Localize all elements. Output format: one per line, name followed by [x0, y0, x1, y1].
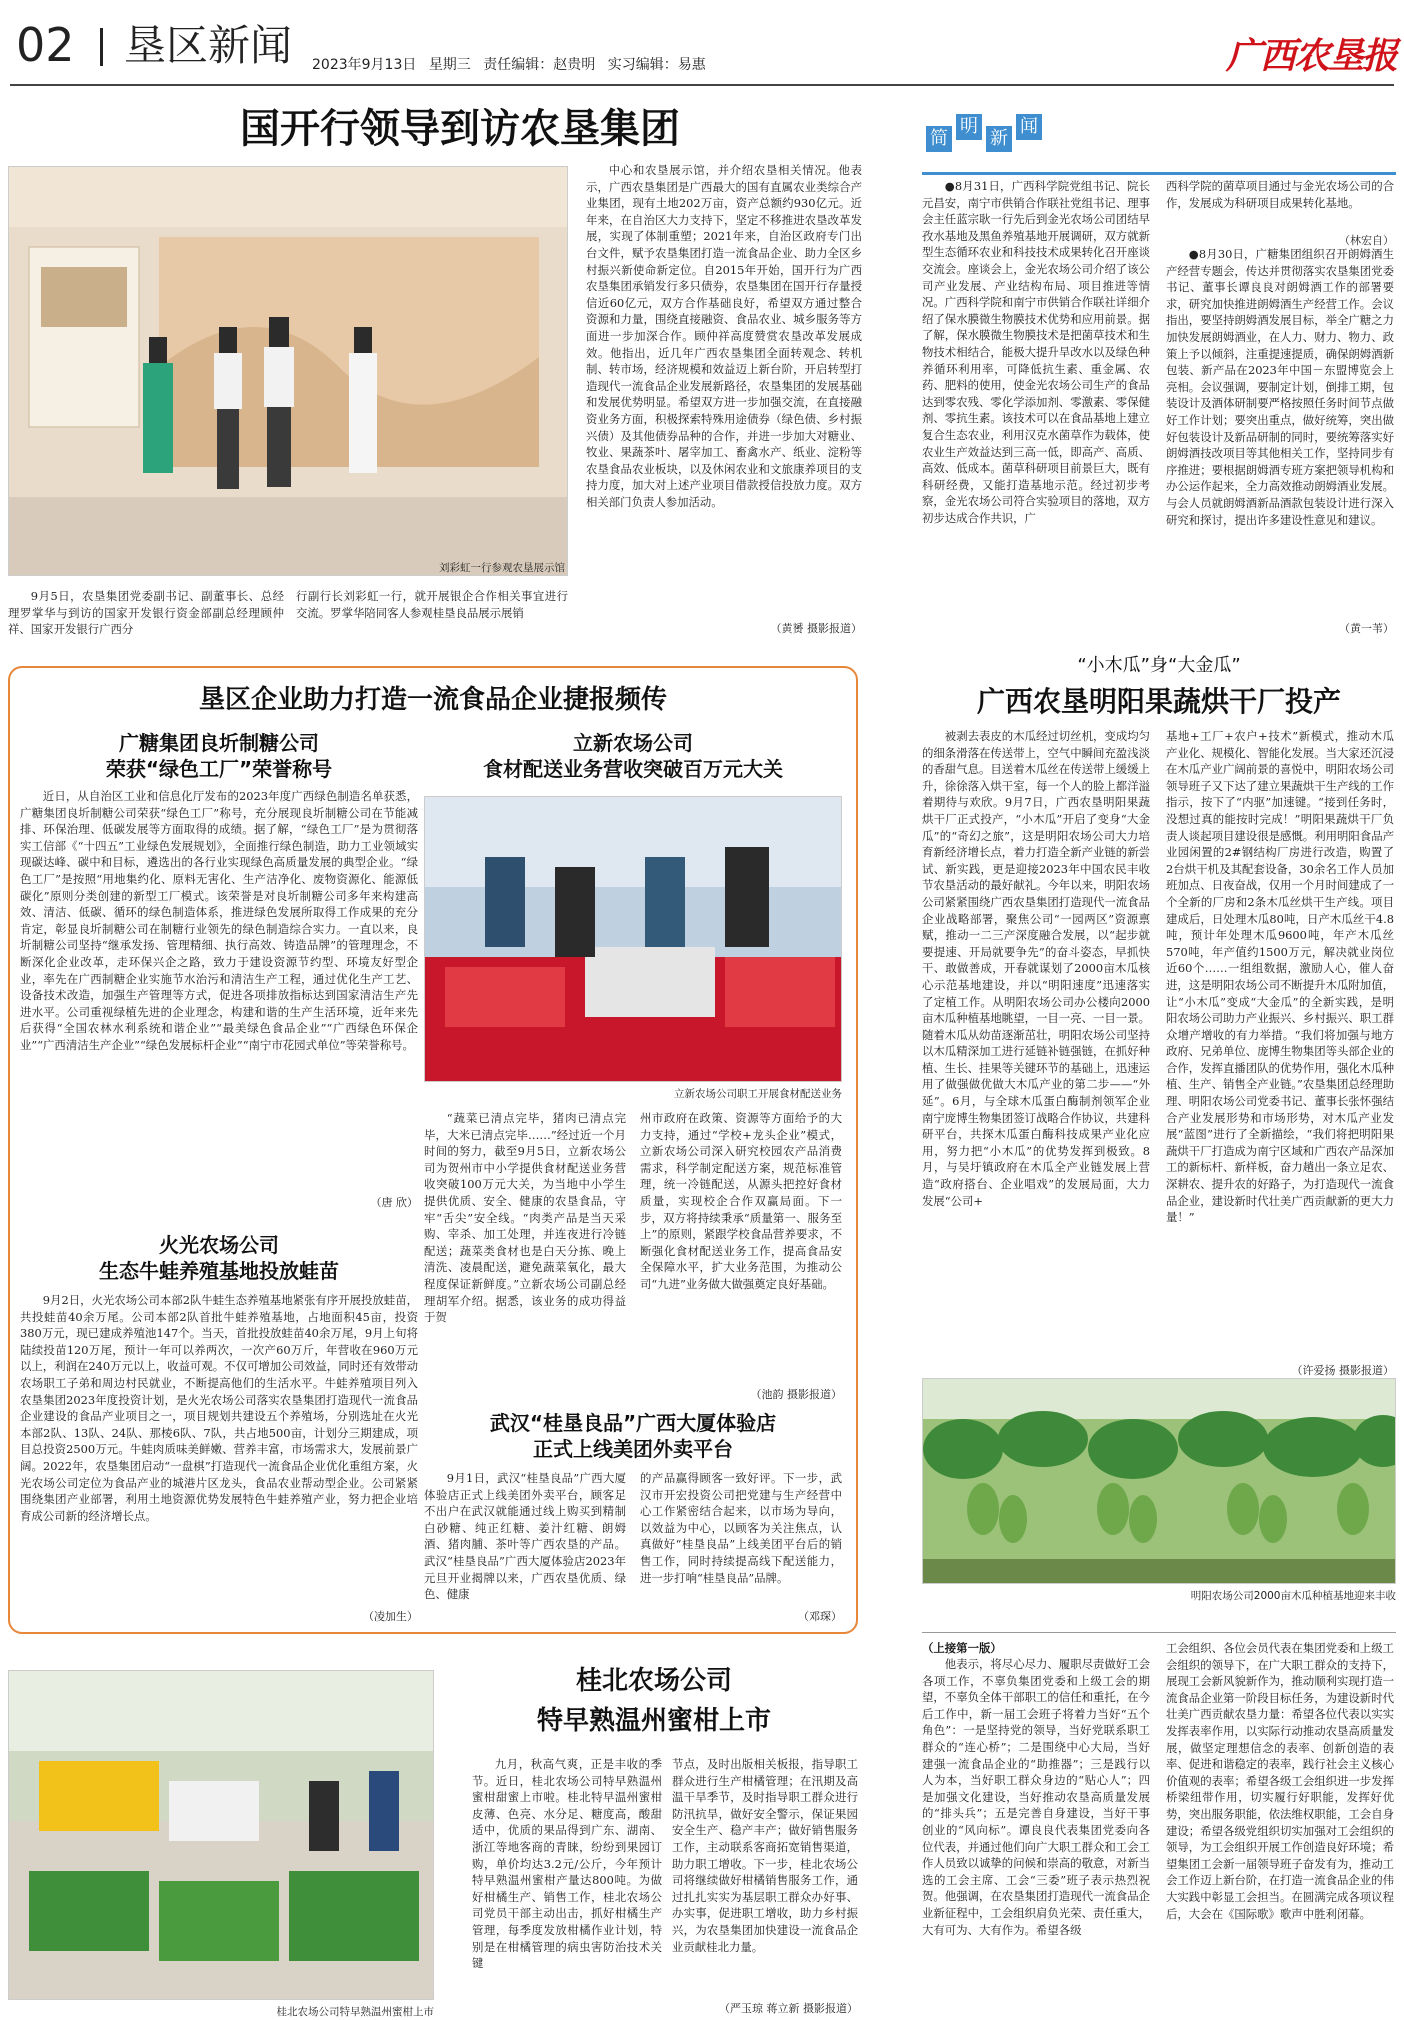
box-title: 垦区企业助力打造一流食品企业捷报频传	[198, 685, 667, 715]
papaya-photo	[922, 1378, 1396, 1584]
brief-rule	[922, 172, 1396, 175]
papaya-kicker: “小木瓜”身“大金瓜”	[1077, 655, 1241, 676]
header-meta	[312, 54, 706, 74]
orange-col-a: 九月，秋高气爽，正是丰收的季节。近日，桂北农场公司特早熟温州蜜柑甜蜜上市啦。桂北特早温州蜜柑皮薄、色亮、水分足、糖度高，酸甜适中，优质的果品得到广东、湖南、浙江等地客商的青睐，纷纷到果园订购，单价均达3.2元/公斤，今年预计特早熟温州蜜柑产量达800吨。为做好柑橘生产、销售工作，桂北农场公司党员干部主动出击，抓好柑橘生产管理，每季度发放柑橘作业计划，特别是在柑橘管理的病虫害防治技术关键	[472, 1757, 662, 1971]
exhibition-hall-image	[9, 167, 568, 576]
brief-col-a: ●8月31日，广西科学院党组书记、院长元昌安，南宁市供销合作联社党组书记、理事会主任蓝宗耿一行先后到金光农场公司团结早孜水基地及黑鱼养殖基地开展调研，双方就新型生态循环农业和科技技术成果转化召开座谈交流会。座谈会上，金光农场公司介绍了该公司产业发展、产业结构布局、项目推进等情况。广西科学院和南宁市供销合作联社详细介绍了保水膜微生物膜技术优势和应用前景。据了解，保水膜微生物膜技术是把菌草技术和生物技术相结合，能极大提升旱改水以及绿色种养循环利用率，可降低抗生素、重金属、农药、肥料的使用，使金光农场公司生产的食品达到零农残、零化学添加剂、零激素、零保健剂、零抗生素。该技术可以在食品基地上建立复合生态农业，利用汉克水菌草作为载体，使农业生产效益达到三高一低，即高产、高质、高效、低成本。菌草科研项目前景巨大，既有科研经费，又能打造基地示范。经过初步考察，金光农场公司符合实验项目的落地，双方初步达成合作共识，广	[922, 179, 1150, 525]
brief-credit-2: （黄一苇）	[1339, 622, 1394, 635]
section-name: 垦区新闻	[124, 21, 293, 70]
a2-title-1: 火光农场公司	[159, 1233, 279, 1257]
article1-col-c: 中心和农垦展示馆，并介绍农垦相关情况。他表示，广西农垦集团是广西最大的国有直属农业类综合产业集团，现有土地202万亩，资产总额约930亿元。近年来，在自治区大力支持下，坚定不移推进农垦改革发展，实现了体制重塑；2021年来，自治区政府专门出台文件，赋予农垦集团打造一流食品企业、助力全区乡村振兴新使命新定位。自2015年开始，国开行为广西农垦集团承销发行多只债券，农垦集团在国开行存量授信近60亿元，双方合作基础良好，希望双方通过整合资源和力量，围绕直接融资、食品农业、城乡服务等方面进一步加深合作。顾仲祥高度赞赏农垦改革发展成效。他指出，近几年广西农垦集团全面转观念、转机制、转市场，经济规模和效益迈上新台阶，开启转型打造现代一流食品企业发展新路径，农垦集团的发展基础和发展优势明显。希望双方进一步加强交流，在直接融资业务方面，积极探索特殊用途债券（绿色债、乡村振兴债）及其他债券品种的合作，并进一步加大对糖业、牧业、果蔬茶叶、屠宰加工、畜禽水产、纸业、淀粉等农垦食品农业板块，以及休闲农业和文旅康养项目的支持力度，加大对上述产业项目借款授信投放力度。双方相关部门负责人参加活动。	[586, 163, 862, 509]
papaya-col-a: 被剥去表皮的木瓜经过切丝机，变成均匀的细条滑落在传送带上，空气中瞬间充盈浅淡的香甜气息。目送着木瓜丝在传送带上缓缓上升，徐徐落入烘干室，每一个人的脸上都洋溢着期待与欢欣。9月7日，广西农垦明阳果蔬烘干厂正式投产，“小木瓜”开启了变身“大金瓜”的“奇幻之旅”，这是明阳农场公司大力培育新经济增长点，着力打造全新产业链的新尝试、新实践，更是迎接2023年中国农民丰收节农垦活动的最好献礼。今年以来，明阳农场公司紧紧围绕广西农垦集团打造现代一流食品企业战略部署，聚焦公司“一园两区”资源禀赋，推动一二三产深度融合发展，以“起步就要提速、开局就要争先”的奋斗姿态，早抓快干、敢做善成，开春就谋划了2000亩木瓜核心示范基地建设，并以“明阳速度”迅速落实了定植工作。从明阳农场公司办公楼向2000亩木瓜种植基地眺望，一目一亮、一目一景。随着木瓜从幼苗逐渐茁壮，明阳农场公司坚持以木瓜精深加工进行延链补链强链，在抓好种植、生长、挂果等关键环节的基础上，迅速运用了做强做优做大木瓜产业的第二步——“外延”。6月，与全球木瓜蛋白酶制剂领军企业南宁庞博生物集团签订战略合作协议，共建科研平台，共探木瓜蛋白酶科技成果产业化应用，努力把“小木瓜”的优势发挥到极致。8月，与吴圩镇政府在木瓜全产业链发展上营造“政府搭台、企业唱戏”的发展局面，大力发展“公司+	[922, 729, 1150, 1208]
article1-photo	[8, 166, 568, 576]
article1-caption: 刘彩虹一行参观农垦展示馆	[439, 562, 565, 574]
a4-title-1: 武汉“桂垦良品”广西大厦体验店	[489, 1411, 777, 1435]
orange-credit: （严玉琼 蒋立新 摄影报道）	[719, 2002, 858, 2015]
orange-col-b: 节点，及时出版相关板报，指导职工群众进行生产柑橘管理；在汛期及高温干旱季节，及时指导职工群众进行防汛抗旱，做好安全警示，保证果园安全生产、稳产丰产；做好销售服务工作，主动联系客商拓宽销售渠道，助力职工增收。下一步，桂北农场公司将继续做好柑橘销售服务工作，通过扎扎实实为基层职工群众办好事、办实事，促进职工增收，助力乡村振兴，为农垦集团加快建设一流食品企业贡献桂北力量。	[672, 1757, 858, 1954]
brief-credit-1: （林宏自）	[1339, 234, 1394, 247]
a4-title-2: 正式上线美团外卖平台	[533, 1437, 733, 1461]
a3-col-a: “蔬菜已清点完毕，猪肉已清点完毕，大米已清点完毕……”经过近一个月时间的努力，截至9月5日，立新农场公司为贺州市中小学提供食材配送业务营收突破100万元大关，为当地中小学生提供优质、安全、健康的农垦食品，守牢“舌尖”安全线。“肉类产品是当天采购、宰杀、加工处理，并连夜进行冷链配送；蔬菜类食材也是白天分拣、晚上清洗、凌晨配送，避免蔬菜氧化，最大程度保证新鲜度。”立新农场公司副总经理胡军介绍。据悉，该业务的成功得益于贺	[424, 1111, 626, 1325]
a3-credit: （池韵 摄影报道）	[750, 1388, 842, 1401]
article1-credit: （黄赟 摄影报道）	[770, 622, 862, 635]
a1-text: 近日，从自治区工业和信息化厅发布的2023年度广西绿色制造名单获悉，广糖集团良圻制糖公司荣获“绿色工厂”称号，充分展现良圻制糖公司在节能减排、环保治理、低碳发展等方面取得的成绩。据了解，“绿色工厂”是为贯彻落实工信部《“十四五”工业绿色发展规划》，全面推行绿色制造，助力工业领域实现碳达峰、碳中和目标，遴选出的各行业实现绿色高质量发展的典型企业。“绿色工厂”是按照“用地集约化、原料无害化、生产洁净化、废物资源化、能源低碳化”原则分类创建的新型工厂模式。该荣誉是对良圻制糖公司多年来构建高效、清洁、低碳、循环的绿色制造体系，推进绿色发展所取得工作成果的充分肯定，彰显良圻制糖公司在制糖行业领先的绿色制造综合实力。一直以来，良圻制糖公司坚持“继承发扬、管理精细、执行高效、铸造品牌”的管理理念，不断深化企业改革，走环保兴企之路，致力于建设资源节约型、环境友好型企业，率先在广西制糖企业实施节水治污和清洁生产工程，通过优化生产工艺、设备技术改造，加强生产管理等方式，促进各项排放指标达到国家清洁生产先进水平。公司重视绿植先进的企业理念，构建和谐的生产生活环境，近年来先后获得“全国农林水利系统和谐企业”“最美绿色食品企业”“广西绿色环保企业”“广西清洁生产企业”“绿色发展标杆企业”“南宁市花园式单位”等荣誉称号。	[20, 789, 418, 1052]
page-header	[0, 0, 1404, 84]
cont-top-rule	[922, 1632, 1396, 1633]
a1-credit: （唐 欣）	[370, 1196, 418, 1209]
a4-credit: （邓琛）	[798, 1610, 842, 1623]
orange-caption: 桂北农场公司特早熟温州蜜柑上市	[276, 2006, 434, 2018]
header-rule	[10, 84, 1394, 86]
brief-label	[922, 110, 1092, 156]
a3-caption: 立新农场公司职工开展食材配送业务	[674, 1088, 842, 1100]
header-divider	[100, 28, 103, 66]
papaya-field-image	[923, 1379, 1396, 1584]
papaya-title: 广西农垦明阳果蔬烘干厂投产	[976, 685, 1341, 718]
a1-title-1: 广糖集团良圻制糖公司	[119, 731, 319, 755]
weekday: 星期三	[428, 57, 471, 73]
article1-title: 国开行领导到访农垦集团	[240, 106, 680, 152]
orange-photo	[8, 1670, 434, 2000]
article1-col-a: 9月5日，农垦集团党委副书记、副董事长、总经理罗掌华与到访的国家开发银行资金部副总经理顾仲祥、国家开发银行广西分	[8, 589, 284, 637]
a3-title-2: 食材配送业务营收突破百万元大关	[483, 757, 783, 781]
cont-col-a: 他表示，将尽心尽力、履职尽责做好工会各项工作，不辜负集团党委和上级工会的期望，不辜负全体干部职工的信任和重托，在今后工作中，新一届工会班子将着力当好“五个角色”：一是坚持党的领导，当好党联系职工群众的“连心桥”；二是围绕中心大局，当好建强一流食品企业的“助推器”；三是践行以人为本，当好职工群众身边的“贴心人”；四是加强文化建设，当好推动农垦高质量发展的“排头兵”；五是完善自身建设，当好干事创业的“风向标”。谭良良代表集团党委向各位代表，并通过他们向广大职工群众和工会工作人员致以诚挚的问候和崇高的敬意，对新当选的工会主席、工会“三委”班子表示热烈祝贺。他强调，在农垦集团打造现代一流食品企业新征程中，工会组织肩负光荣、责任重大，大有可为、大有作为。希望各级	[922, 1657, 1150, 1937]
cont-col-b: 工会组织、各位会员代表在集团党委和上级工会组织的领导下，在广大职工群众的支持下，展现工会新风貌新作为，推动顺利实现打造一流食品企业第一阶段目标任务，为建设新时代壮美广西贡献农垦力量：希望各位代表以实实发挥表率作用，以实际行动推动农垦高质量发展，做坚定理想信念的表率、创新创造的表率、促进和谐稳定的表率，践行社会主义核心价值观的表率；希望各级工会组织进一步发挥桥梁纽带作用，切实履行好职能，发挥好优势，突出服务职能，依法维权职能，工会自身建设；希望各级党组织切实加强对工会组织的领导，为工会组织开展工作创造良好环境；希望集团工会新一届领导班子奋发有为，推动工会工作迈上新台阶，在打造一流食品企业的伟大实践中彰显工会担当。在圆满完成各项议程后，大会在《国际歌》歌声中胜利闭幕。	[1166, 1641, 1394, 1921]
brief-char-2: 明	[956, 114, 982, 140]
a2-credit: （凌加生）	[363, 1610, 418, 1623]
date: 2023年9月13日	[312, 57, 417, 73]
page-number: 02	[16, 18, 75, 72]
orange-title-2: 特早熟温州蜜柑上市	[536, 1706, 771, 1736]
a2-title-2: 生态牛蛙养殖基地投放蛙苗	[99, 1259, 339, 1283]
papaya-col-b: 基地+工厂+农户+技术”新模式，推动木瓜产业化、规模化、智能化发展。当大家还沉浸在木瓜产业广阔前景的喜悦中，明阳农场公司领导班子又下达了建立果蔬烘干生产线的工作指示，按下了“内驱”加速键。“接到任务时，没想过真的能按时完成！”明阳果蔬烘干厂负责人谈起项目建设很是感慨。利用明阳食品产业园闲置的2#钢结构厂房进行改造，购置了2台烘干机及其配套设备，30余名工作人员加班加点、日夜奋战，仅用一个月时间建成了一个全新的厂房和2条木瓜丝烘干生产线。项目建成后，日处理木瓜80吨，日产木瓜丝干4.8吨，预计年处理木瓜9600吨，年产木瓜丝570吨，年产值约1500万元，解决就业岗位近60个……一组组数据，激励人心，催人奋进，这是明阳农场公司不断提升木瓜附加值，让“小木瓜”变成“大金瓜”的全新实践，是明阳农场公司助力产业振兴、乡村振兴、职工群众增产增收的有力举措。“我们将加强与地方政府、兄弟单位、庞博生物集团等头部企业的合作，发挥直播团队的优势作用，强化木瓜种植、生产、销售全产业链。”农垦集团总经理助理、明阳农场公司党委书记、董事长张怀强结合产业发展形势和市场形势，对木瓜产业发展“蓝图”进行了全新描绘，“我们将把明阳果蔬烘干厂打造成为南宁区域和广西农产品深加工的新标杆、新样板，奋力趟出一条立足农、深耕农、提升农的好路子，为打造现代一流食品企业，建设新时代壮美广西贡献新的更大力量！”	[1166, 729, 1394, 1225]
cont-label: （上接第一版）	[922, 1641, 1002, 1655]
brief-char-4: 闻	[1016, 114, 1042, 140]
brief-char-3: 新	[986, 126, 1012, 152]
article1-col-b: 行副行长刘彩虹一行，就开展银企合作相关事宜进行交流。罗掌华陪同客人参观桂垦良品展示展销	[296, 589, 568, 620]
papaya-caption: 明阳农场公司2000亩木瓜种植基地迎来丰收	[1190, 1590, 1396, 1602]
a3-title-1: 立新农场公司	[573, 731, 693, 755]
orange-market-image	[9, 1671, 434, 2000]
a1-title-2: 荣获“绿色工厂”荣誉称号	[105, 757, 333, 781]
a4-col-b: 的产品赢得顾客一致好评。下一步，武汉市开宏投资公司把党建与生产经营中心工作紧密结合起来，以市场为导向，以效益为中心，以顾客为关注焦点，认真做好“桂垦良品”上线美团平台后的销售工作，同时持续提高线下配送能力，进一步打响“桂垦良品”品牌。	[640, 1471, 842, 1585]
food-delivery-image	[425, 797, 842, 1082]
brief-col-c: ●8月30日，广糖集团组织召开朗姆酒生产经营专题会，传达并贯彻落实农垦集团党委书记、董事长谭良良对朗姆酒工作的部署要求，研究加快推进朗姆酒生产经营工作。会议指出，要坚持朗姆酒发展目标，举全广糖之力加快发展朗姆酒业，在人力、财力、物力、政策上予以倾斜，注重提速提质，确保朗姆酒新包装、新产品在2023年中国－东盟博览会上亮相。会议强调，要制定计划，倒排工期，包装设计及酒体研制要严格按照任务时间节点做好工作计划；要突出重点，做好统筹，突出做好包装设计及新品研制的同时，要统筹落实好朗姆酒技改项目等其他相关工作，坚持同步有序推进；要根据朗姆酒专班方案把领导机构和办公运作起来，全力高效推动朗姆酒业发展。与会人员就朗姆酒新品酒款包装设计进行深入研究和探讨，提出许多建设性意见和建议。	[1166, 247, 1394, 527]
a3-photo	[424, 796, 842, 1082]
editor: 责任编辑：赵贵明	[483, 57, 596, 73]
papaya-credit: （许爱扬 摄影报道）	[1291, 1364, 1394, 1377]
orange-title-1: 桂北农场公司	[575, 1666, 732, 1696]
a4-col-a: 9月1日，武汉“桂垦良品”广西大厦体验店正式上线美团外卖平台，顾客足不出户在武汉就能通过线上购买到精制白砂糖、纯正红糖、姜汁红糖、朗姆酒、猪肉脯、茶叶等广西农垦的产品。武汉“桂垦良品”广西大厦体验店2023年元旦开业揭牌以来，广西农垦优质、绿色、健康	[424, 1471, 626, 1602]
a3-col-b: 州市政府在政策、资源等方面给予的大力支持，通过“学校+龙头企业”模式，立新农场公司深入研究校园农产品消费需求，科学制定配送方案，规范标准管理，统一冷链配送，从源头把控好食材质量，实现校企合作双赢局面。下一步，双方将持续秉承“质量第一、服务至上”的原则，紧跟学校食品营养要求，不断强化食材配送业务工作，提高食品安全保障水平，扩大业务范围，为推动公司“九进”业务做大做强奠定良好基础。	[640, 1111, 842, 1291]
a2-text: 9月2日，火光农场公司本部2队牛蛙生态养殖基地紧张有序开展投放蛙苗，共投蛙苗40余万尾。公司本部2队首批牛蛙养殖基地，占地面积45亩，投资380万元，现已建成养殖池147个。当天，首批投放蛙苗40余万尾，9月上旬将陆续投苗120万尾，预计一年可以养两次，一次产60万斤，年营收在960万元以上，利润在240万元以上，收益可观。不仅可增加公司效益，同时还有效带动农场职工子弟和周边村民就业，不断提高他们的生活水平。牛蛙养殖项目列入农垦集团2023年度投资计划，是火光农场公司落实农垦集团打造现代一流食品企业建设的食品产业项目之一，项目规划共建设五个养殖场，分别选址在火光本部2队、13队、24队、那棱6队、7队，共占地500亩，计划分三期建成，项目总投资2500万元。牛蛙肉质味美鲜嫩、营养丰富，市场需求大，发展前景广阔。2022年，农垦集团启动“一盘棋”打造现代一流食品企业优化重组方案，火光农场公司定位为食品产业的城港片区龙头，食品农业帮动型企业。公司紧紧围绕集团产业部署，利用土地资源优势发展特色牛蛙养殖产业，努力把企业培育成公司新的经济增长点。	[20, 1293, 418, 1523]
brief-char-1: 简	[926, 126, 952, 152]
intern-editor: 实习编辑：易惠	[607, 57, 706, 73]
masthead: 广西农垦报	[1226, 35, 1397, 77]
brief-col-b: 西科学院的菌草项目通过与金光农场公司的合作，发展成为科研项目成果转化基地。	[1166, 179, 1394, 210]
